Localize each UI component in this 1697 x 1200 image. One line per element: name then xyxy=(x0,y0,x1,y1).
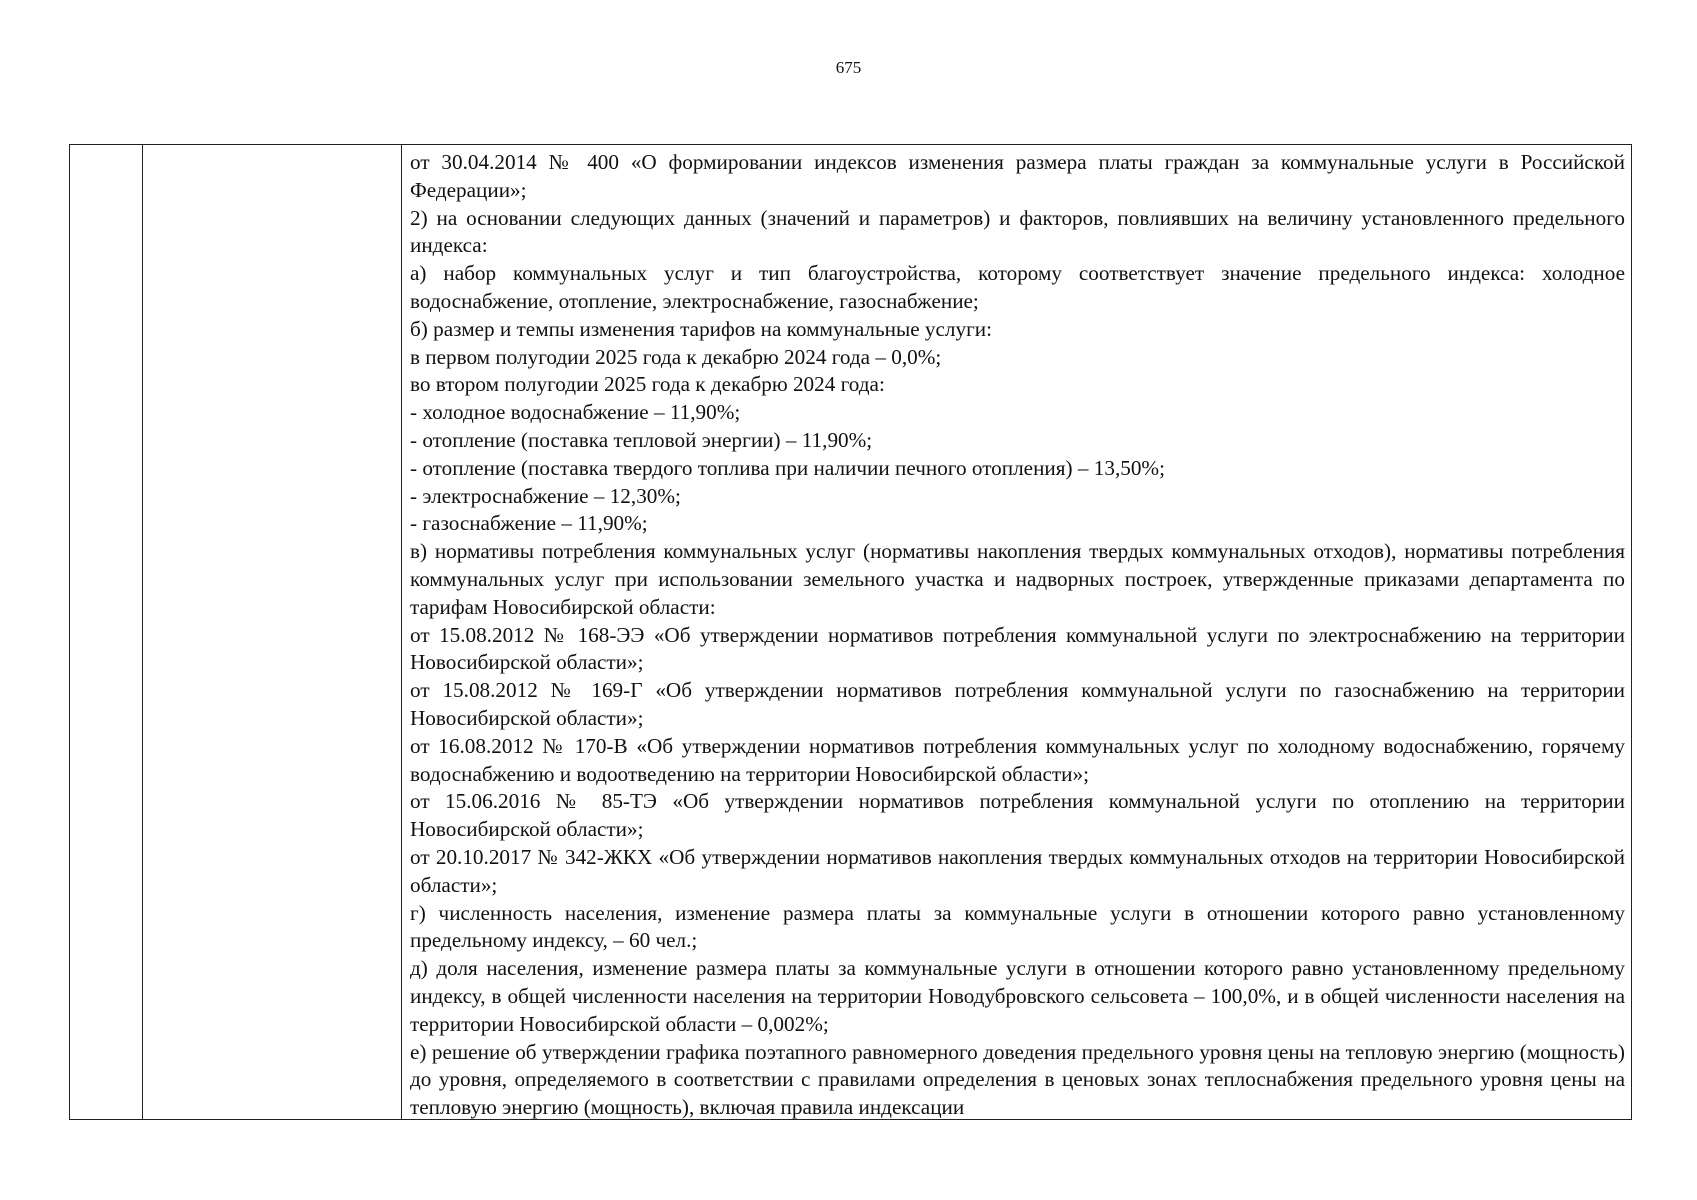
table-cell-content xyxy=(402,145,1632,1120)
table-row xyxy=(70,145,1632,1120)
paragraph: от 15.08.2012 № 169-Г «Об утверждении нормативов потребления коммунальной услуги по газоснабжению на территории Новосибирской области»; xyxy=(410,678,1625,730)
paragraph: 2) на основании следующих данных (значений и параметров) и факторов, повлиявших на величину установленного предельного индекса: xyxy=(410,205,1625,258)
paragraph: от 30.04.2014 № 400 «О формировании индексов изменения размера платы граждан за коммунальные услуги в Российской Федерации»; xyxy=(410,150,1625,202)
table-cell-name xyxy=(143,145,402,1120)
paragraph: - электроснабжение – 12,30%; xyxy=(410,483,681,508)
paragraph: - газоснабжение – 11,90%; xyxy=(410,511,648,536)
document-table xyxy=(69,144,1632,1120)
content-text xyxy=(402,145,1631,1119)
paragraph: - отопление (поставка твердого топлива при наличии печного отопления) – 13,50%; xyxy=(410,455,1165,480)
page-number: 675 xyxy=(835,58,862,77)
paragraph: от 15.06.2016 № 85-ТЭ «Об утверждении нормативов потребления коммунальной услуги по отоплению на территории Новосибирской области»; xyxy=(410,789,1625,842)
paragraph: а) набор коммунальных услуг и тип благоустройства, которому соответствует значение предельного индекса: холодное водоснабжение, отопление, электроснабжение, газоснабжение; xyxy=(410,261,1625,313)
paragraph: г) численность населения, изменение размера платы за коммунальные услуги в отношении которого равно установленному предельному индексу, – 60 чел.; xyxy=(410,900,1625,953)
paragraph: во втором полугодии 2025 года к декабрю 2024 года: xyxy=(410,372,885,397)
paragraph: - холодное водоснабжение – 11,90%; xyxy=(410,400,741,425)
paragraph: в первом полугодии 2025 года к декабрю 2024 года – 0,0%; xyxy=(410,344,942,369)
paragraph: от 15.08.2012 № 168-ЭЭ «Об утверждении нормативов потребления коммунальной услуги по электроснабжению на территории Новосибирской области»; xyxy=(410,622,1625,675)
paragraph: е) решение об утверждении графика поэтапного равномерного доведения предельного уровня цены на тепловую энергию (мощность) до уровня, определяемого в соответствии с правилами определения в ценовых зонах теплоснабжения предельного уровня цены на тепловую энергию (мощность), включая правила индексации xyxy=(410,1039,1625,1119)
paragraph: от 16.08.2012 № 170-В «Об утверждении нормативов потребления коммунальных услуг по холодному водоснабжению, горячему водоснабжению и водоотведению на территории Новосибирской области»; xyxy=(410,733,1625,786)
paragraph: - отопление (поставка тепловой энергии) – 11,90%; xyxy=(410,427,873,452)
table-cell-number xyxy=(70,145,143,1120)
paragraph: д) доля населения, изменение размера платы за коммунальные услуги в отношении которого равно установленному предельному индексу, в общей численности населения на территории Новодубровского сельсовета – 100,0%, и в общей численности населения на территории Новосибирской области – 0,002%; xyxy=(410,956,1625,1036)
paragraph: б) размер и темпы изменения тарифов на коммунальные услуги: xyxy=(410,316,993,341)
paragraph: в) нормативы потребления коммунальных услуг (нормативы накопления твердых коммунальных отходов), нормативы потребления коммунальных услуг при использовании земельного участка и надворных построек, утвержденные приказами департамента по тарифам Новосибирской области: xyxy=(410,539,1625,619)
paragraph: от 20.10.2017 № 342-ЖКХ «Об утверждении нормативов накопления твердых коммунальных отходов на территории Новосибирской области»; xyxy=(410,844,1625,897)
